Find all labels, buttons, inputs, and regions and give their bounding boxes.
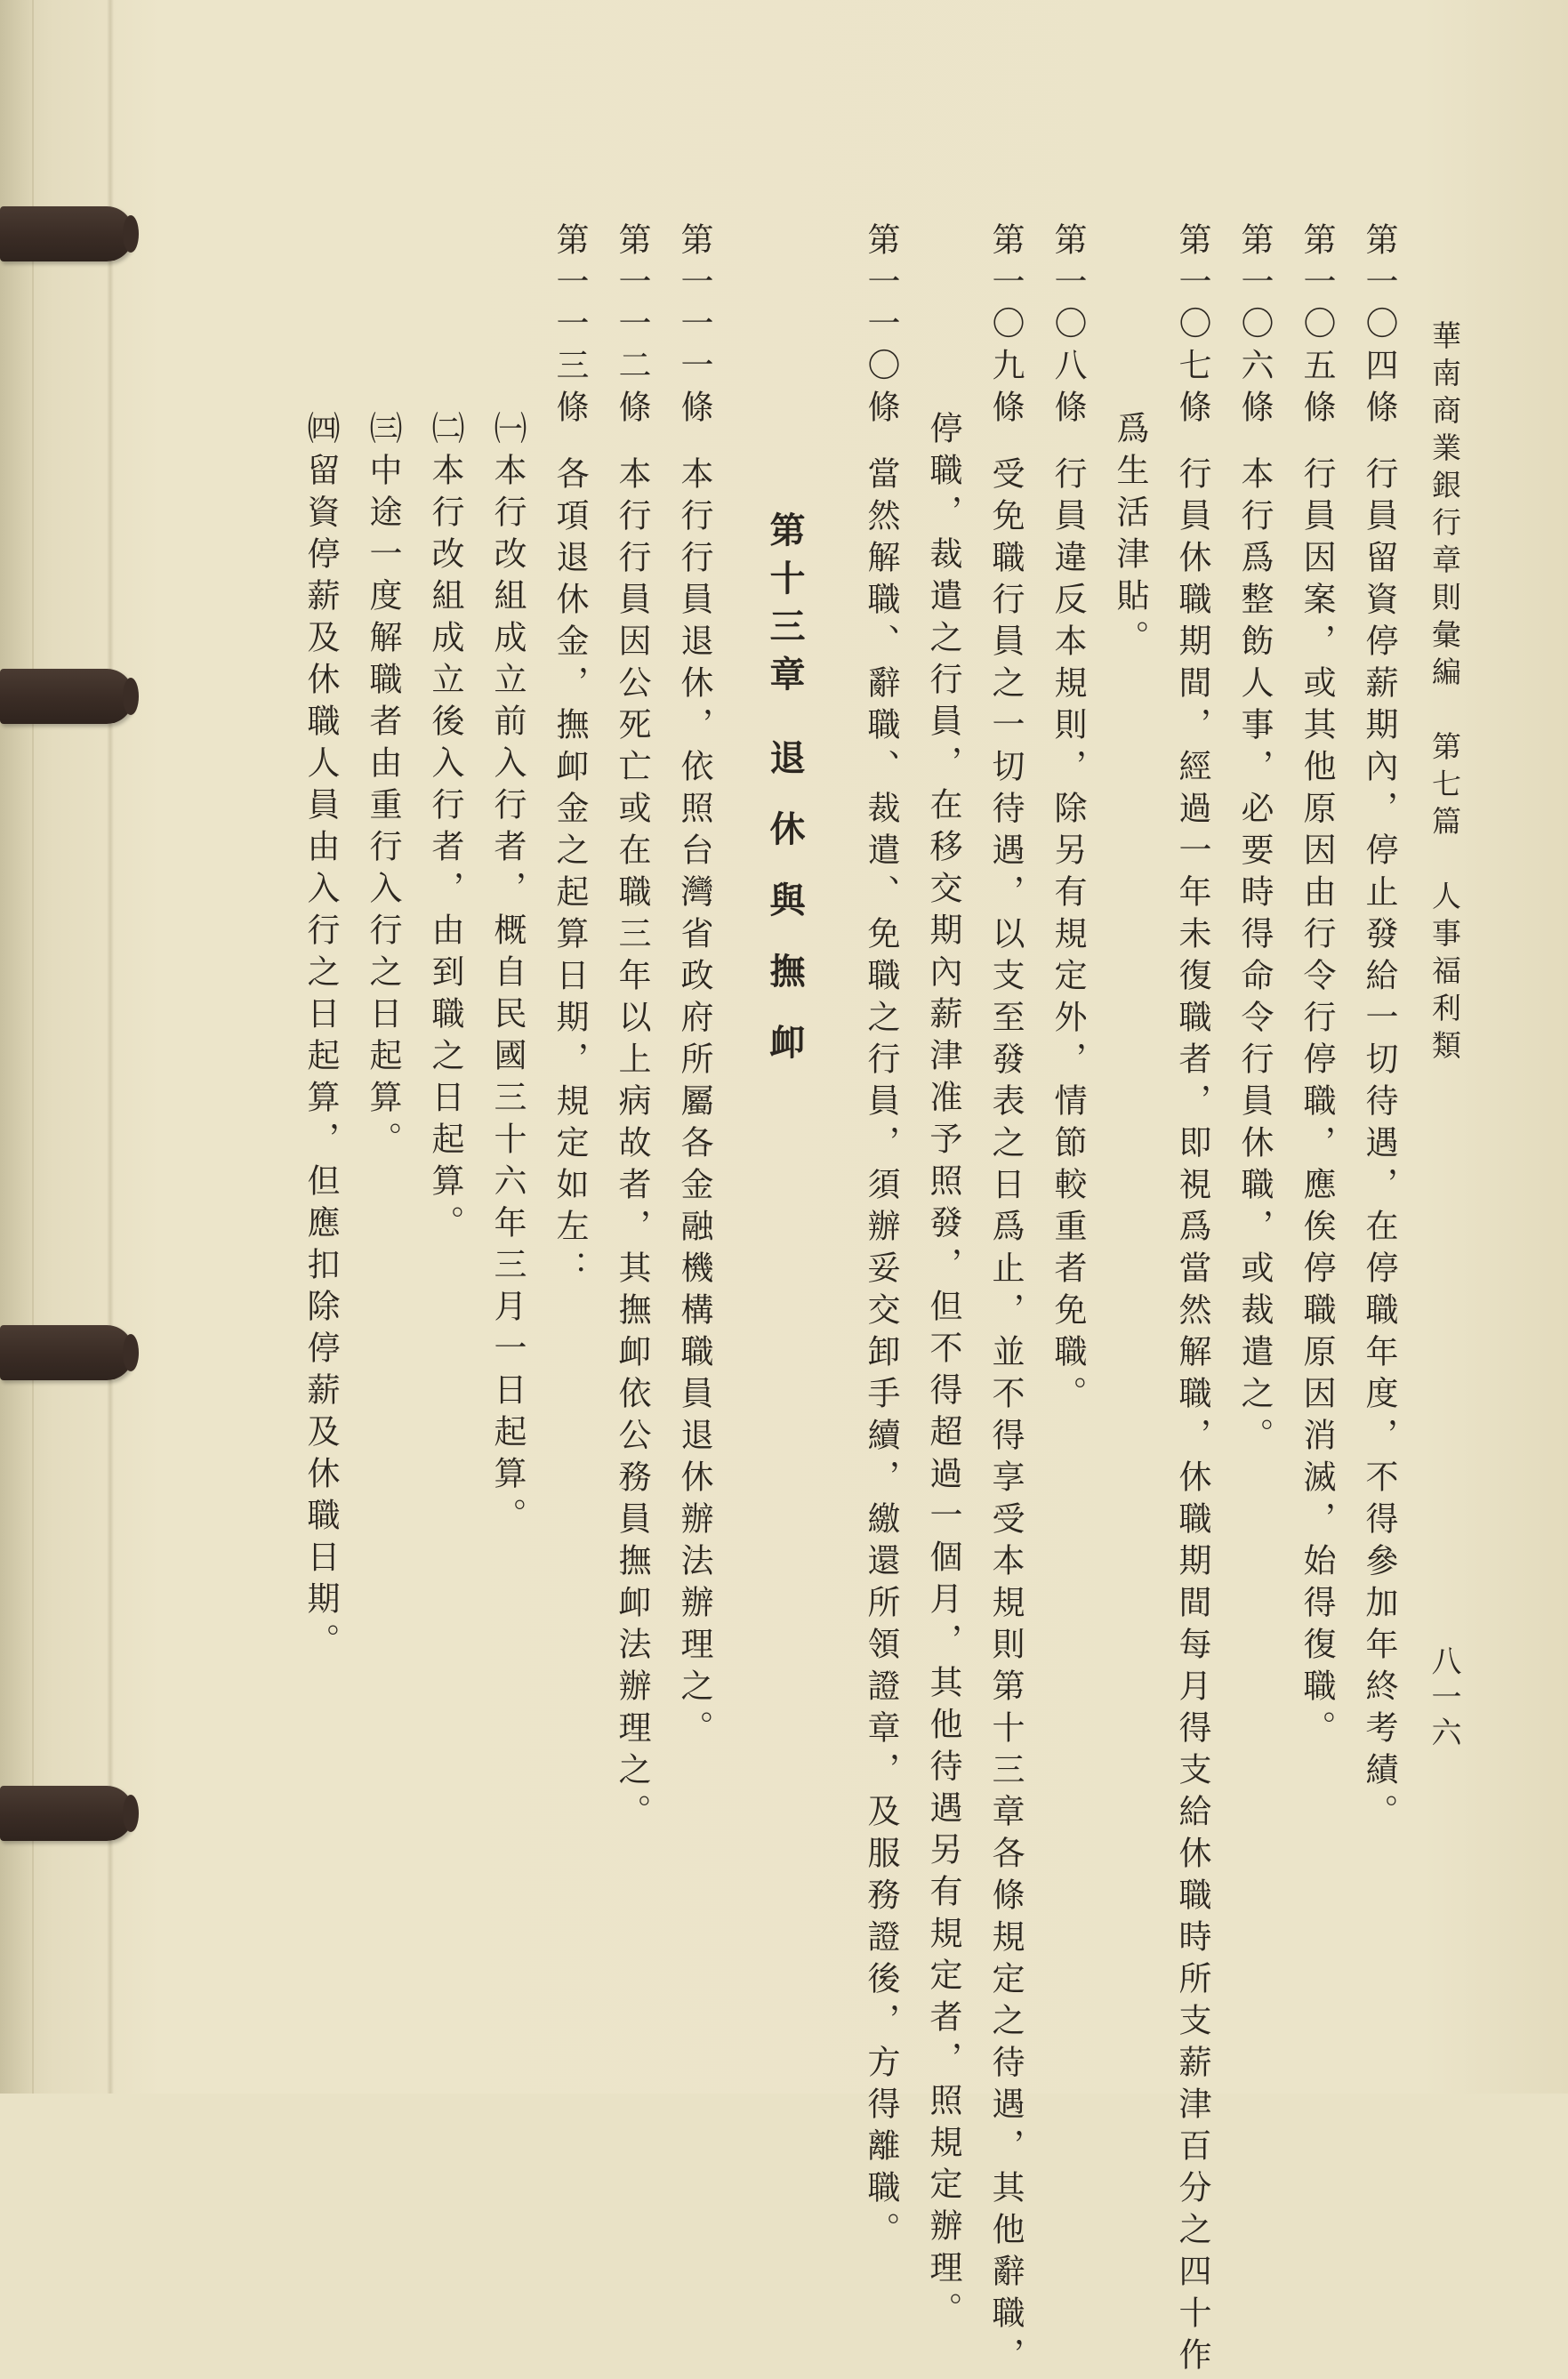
article-107 (1173, 222, 1211, 2379)
article-113-item-1 (488, 411, 527, 1539)
article-text: 本行行員退休，依照台灣省政府所屬各金融機構職員退休辦法辦理之。 (675, 456, 713, 1752)
article-number: 第一〇五條 (1298, 222, 1336, 431)
article-text: 各項退休金，撫卹金之起算日期，規定如左： (551, 456, 589, 1292)
article-number: 第一一〇條 (862, 222, 900, 431)
article-112 (613, 222, 651, 1836)
page-number: 八一六 (1426, 1645, 1461, 1752)
article-number: 第一一二條 (613, 222, 651, 431)
list-item: ㈡本行改組成立後入行者，由到職之日起算。 (426, 411, 464, 1247)
article-text: 當然解職、辭職、裁遣、免職之行員，須辦妥交卸手續，繳還所領證章，及服務證後，方得離職。 (862, 456, 900, 2254)
binding-edge (0, 0, 34, 2094)
article-text: 本行行員因公死亡或在職三年以上病故者，其撫卹依公務員撫卹法辦理之。 (613, 456, 651, 1836)
binding-fold (107, 0, 114, 2094)
binding-stitch-2 (0, 669, 133, 724)
binding-stitch-1 (0, 206, 133, 261)
article-number: 第一〇六條 (1235, 222, 1274, 431)
binding-stitch-3 (0, 1325, 133, 1380)
article-text: 爲生活津貼。 (1111, 411, 1149, 662)
article-text: 行員休職期間，經過一年未復職者，即視爲當然解職，休職期間每月得支給休職時所支薪津百分之四十作 (1173, 456, 1211, 2379)
chapter-heading (764, 511, 806, 1095)
article-106 (1235, 222, 1274, 1459)
article-number: 第一〇八條 (1049, 222, 1087, 431)
article-113 (551, 222, 589, 1292)
article-text: 行員違反本規則，除另有規定外，情節較重者免職。 (1049, 456, 1087, 1418)
chapter-title: 退休與撫卹 (764, 739, 806, 1095)
article-number: 第一一一條 (675, 222, 713, 431)
chapter-label: 第十三章 (764, 511, 806, 703)
article-105 (1298, 222, 1336, 1752)
article-text: 行員因案，或其他原因由行令行停職，應俟停職原因消滅，始得復職。 (1298, 456, 1336, 1752)
article-104 (1360, 222, 1398, 1836)
article-text: 受免職行員之一切待遇，以支至發表之日爲止，並不得享受本規則第十三章各條規定之待遇，其他辭職， (986, 456, 1025, 2379)
article-107-continuation (1111, 411, 1149, 662)
list-item: ㈢中途一度解職者由重行入行之日起算。 (364, 411, 402, 1163)
article-text: 行員留資停薪期內，停止發給一切待遇，在停職年度，不得參加年終考績。 (1360, 456, 1398, 1836)
article-113-item-2 (426, 411, 464, 1247)
article-number: 第一〇九條 (986, 222, 1025, 431)
list-item: ㈣留資停薪及休職人員由入行之日起算，但應扣除停薪及休職日期。 (302, 411, 340, 1665)
article-113-item-4 (302, 411, 340, 1665)
article-108 (1049, 222, 1087, 1418)
article-111 (675, 222, 713, 1752)
article-number: 第一〇七條 (1173, 222, 1211, 431)
article-number: 第一一三條 (551, 222, 589, 431)
running-header: 華南商業銀行章則彙編 第七篇 人事福利類 (1427, 320, 1462, 1067)
article-text: 本行爲整飭人事，必要時得命令行員休職，或裁遣之。 (1235, 456, 1274, 1459)
article-text: 停職，裁遣之行員，在移交期內薪津准予照發，但不得超過一個月，其他待遇另有規定者，照規定辦理。 (924, 411, 962, 2334)
binding-stitch-4 (0, 1786, 133, 1841)
article-109-continuation (924, 411, 962, 2334)
article-110 (862, 222, 900, 2254)
article-number: 第一〇四條 (1360, 222, 1398, 431)
article-113-item-3 (364, 411, 402, 1163)
list-item: ㈠本行改組成立前入行者，概自民國三十六年三月一日起算。 (488, 411, 527, 1539)
article-109 (986, 222, 1025, 2379)
